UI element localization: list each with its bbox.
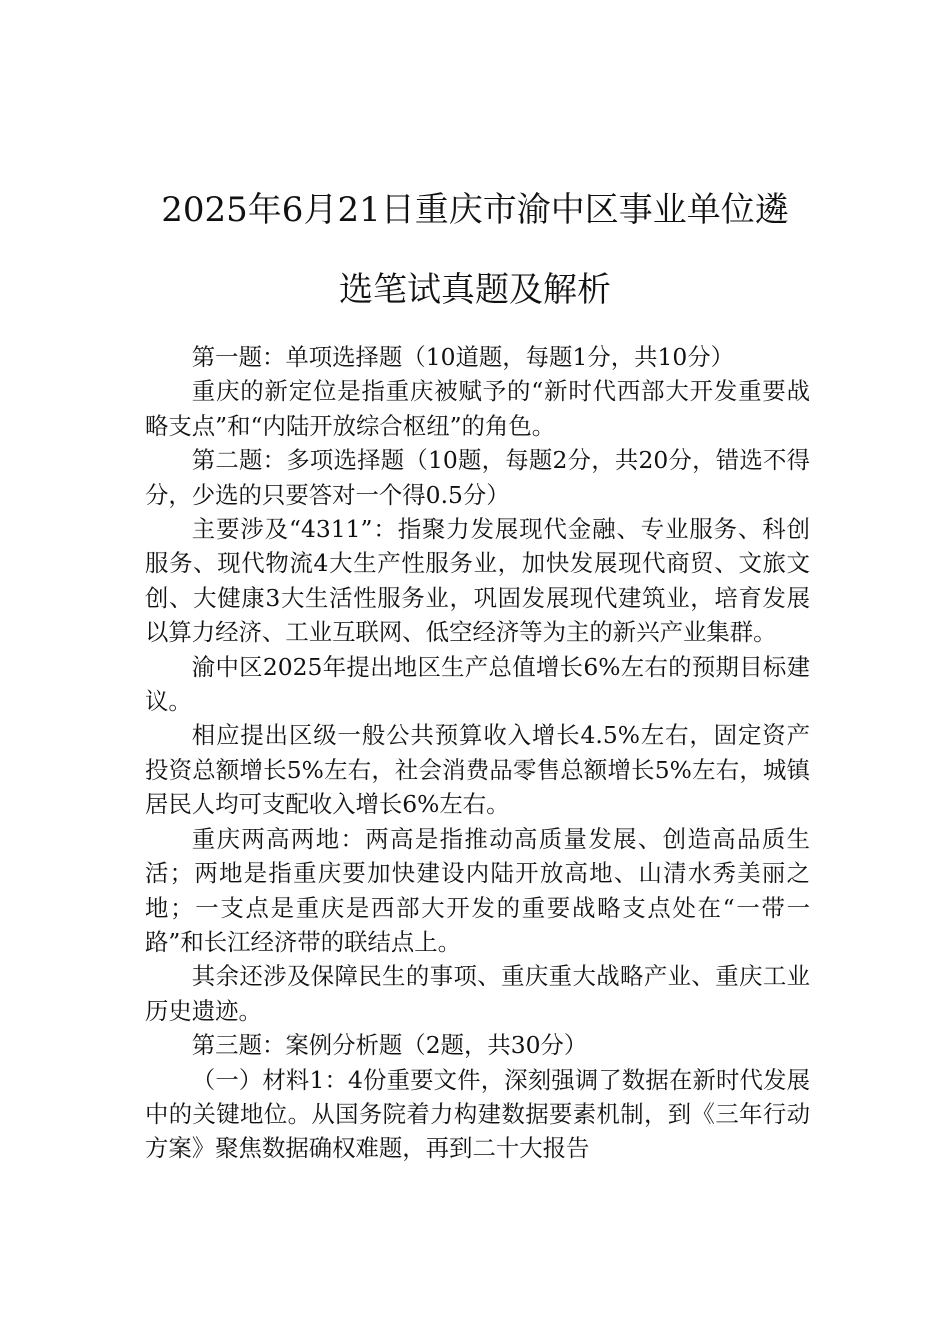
- title-line-2: 选笔试真题及解析: [339, 270, 611, 310]
- section-heading-1: 第一题：单项选择题（10道题，每题1分，共10分）: [191, 343, 735, 371]
- section-heading-2: 第二题：多项选择题（10题，每题2分，共20分，错选不得分，少选的只要答对一个得0.5分）: [145, 446, 810, 509]
- body-paragraph: 主要涉及“4311”：指聚力发展现代金融、专业服务、科创服务、现代物流4大生产性服务业，加快发展现代商贸、文旅文创、大健康3大生活性服务业，巩固发展现代建筑业，培育发展以算力经济、工业互联网、低空经济等为主的新兴产业集群。: [145, 515, 810, 647]
- body-paragraph: （一）材料1：4份重要文件，深刻强调了数据在新时代发展中的关键地位。从国务院着力构建数据要素机制，到《三年行动方案》聚焦数据确权难题，再到二十大报告: [145, 1065, 810, 1163]
- document-title: [120, 170, 830, 330]
- title-line-1: 2025年6月21日重庆市渝中区事业单位遴: [161, 190, 789, 230]
- body-paragraph: 其余还涉及保障民生的事项、重庆重大战略产业、重庆工业历史遗迹。: [145, 962, 810, 1025]
- document-body: [145, 340, 810, 1166]
- body-paragraph: 渝中区2025年提出地区生产总值增长6%左右的预期目标建议。: [145, 652, 810, 716]
- body-paragraph: 重庆两高两地：两高是指推动高质量发展、创造高品质生活；两地是指重庆要加快建设内陆开放高地、山清水秀美丽之地；一支点是重庆是西部大开发的重要战略支点处在“一带一路”和长江经济带的联结点上。: [145, 824, 810, 956]
- body-paragraph: 重庆的新定位是指重庆被赋予的“新时代西部大开发重要战略支点”和“内陆开放综合枢纽”的角色。: [145, 377, 810, 440]
- section-heading-3: 第三题：案例分析题（2题，共30分）: [191, 1031, 588, 1060]
- body-paragraph: 相应提出区级一般公共预算收入增长4.5%左右，固定资产投资总额增长5%左右，社会消费品零售总额增长5%左右，城镇居民人均可支配收入增长6%左右。: [145, 721, 810, 819]
